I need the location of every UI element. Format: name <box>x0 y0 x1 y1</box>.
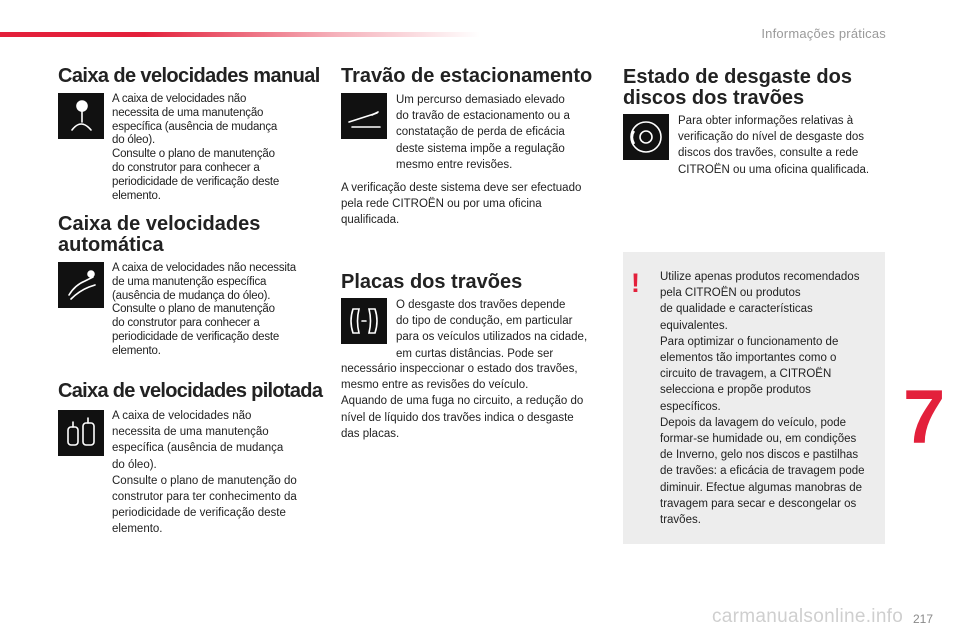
text-line: travagem para secar e descongelar os <box>660 497 857 510</box>
watermark: carmanualsonline.info <box>712 606 904 627</box>
text-line: mesmo entre revisões. <box>396 158 513 171</box>
text-line: Consulte o plano de manutenção do <box>112 474 297 487</box>
brake-pads-icon <box>341 298 387 344</box>
text-line: verificação do nível de desgaste dos <box>678 131 865 144</box>
text-line: diminuir. Efectue algumas manobras de <box>660 481 862 494</box>
text-line: específicos. <box>660 400 721 413</box>
text-line: periodicidade de verificação deste <box>112 330 280 343</box>
automatic-gearbox-heading <box>58 214 260 256</box>
chapter-number: 7 <box>903 375 946 460</box>
text-line: mesmo entre as revisões do veículo. <box>341 379 529 392</box>
text-line: Consulte o plano de manutenção <box>112 148 275 161</box>
text-line: construtor para ter conhecimento da <box>112 491 297 504</box>
page-number: 217 <box>913 612 934 626</box>
top-accent-bar <box>0 32 480 37</box>
text-line: Utilize apenas produtos recomendados <box>660 271 860 283</box>
text-line: Um percurso demasiado elevado <box>396 94 565 106</box>
brake-discs-heading <box>623 67 852 109</box>
warning-icon: ! <box>631 268 640 298</box>
text-line: deste sistema impõe a regulação <box>396 142 565 155</box>
text-line: específica (ausência de mudança <box>112 442 284 455</box>
text-line: (ausência de mudança do óleo). <box>112 289 271 302</box>
text-line: A caixa de velocidades não <box>112 93 247 105</box>
text-line: do tipo de condução, em particular <box>396 315 573 328</box>
text-line: selecciona e propõe produtos <box>660 384 811 397</box>
text-line: Depois da lavagem do veículo, pode <box>660 416 847 429</box>
text-line: do travão de estacionamento ou a <box>396 110 570 123</box>
text-line: equivalentes. <box>660 319 728 332</box>
section-header: Informações práticas <box>761 26 886 41</box>
manual-gear-lever-icon <box>58 93 104 139</box>
heading-line: Estado de desgaste dos <box>623 66 852 88</box>
text-line: das placas. <box>341 427 400 440</box>
text-line: periodicidade de verificação deste <box>112 175 280 188</box>
text-line: de qualidade e características <box>660 303 813 316</box>
brake-pads-heading: Placas dos travões <box>341 271 523 293</box>
text-line: pela CITROËN ou produtos <box>660 287 801 300</box>
piloted-gearbox-icon <box>58 410 104 456</box>
text-line: Aquando de uma fuga no circuito, a redução do <box>341 395 584 408</box>
text-line: elemento. <box>112 344 161 357</box>
text-line: travões. <box>660 514 701 527</box>
text-line: constatação de perda de eficácia <box>396 126 565 139</box>
text-line: pela rede CITROËN ou por uma oficina <box>341 198 542 211</box>
piloted-gearbox-heading: Caixa de velocidades pilotada <box>58 380 323 402</box>
text-line: qualificada. <box>341 214 400 227</box>
automatic-gearbox-text <box>112 262 317 359</box>
text-line: A caixa de velocidades não <box>112 410 252 422</box>
text-line: A caixa de velocidades não necessita <box>112 262 296 274</box>
text-line: periodicidade de verificação deste <box>112 507 286 520</box>
parking-brake-check-text <box>341 180 611 229</box>
text-line: formar-se humidade ou, em condições <box>660 433 857 446</box>
brake-pads-text <box>396 297 611 362</box>
text-line: discos dos travões, consulte a rede <box>678 147 859 160</box>
parking-brake-heading: Travão de estacionamento <box>341 65 593 87</box>
text-line: nível de líquido dos travões indica o desgaste <box>341 411 574 424</box>
text-line: circuito de travagem, a CITROËN <box>660 368 832 381</box>
text-line: do construtor para conhecer a <box>112 317 260 330</box>
text-line: CITROËN ou uma oficina qualificada. <box>678 163 870 176</box>
text-line: A verificação deste sistema deve ser efectuado <box>341 182 582 194</box>
heading-line: automática <box>58 234 164 256</box>
text-line: necessita de uma manutenção <box>112 426 269 439</box>
heading-line: discos dos travões <box>623 87 805 109</box>
text-line: em curtas distâncias. Pode ser <box>396 347 554 360</box>
text-line: específica (ausência de mudança <box>112 120 278 133</box>
text-line: Consulte o plano de manutenção <box>112 303 275 316</box>
heading-line: Caixa de velocidades <box>58 213 261 235</box>
brake-pads-continued-text <box>341 361 616 442</box>
text-line: necessário inspeccionar o estado dos travões, <box>341 363 578 375</box>
text-line: de uma manutenção específica <box>112 275 267 288</box>
text-line: elementos tão importantes como o <box>660 352 837 365</box>
text-line: de Inverno, gelo nos discos e pastilhas <box>660 449 859 462</box>
text-line: do óleo). <box>112 134 155 147</box>
text-line: de travões: a eficácia de travagem pode <box>660 465 865 478</box>
manual-gearbox-heading: Caixa de velocidades manual <box>58 65 320 87</box>
text-line: Para optimizar o funcionamento de <box>660 335 839 348</box>
text-line: do óleo). <box>112 458 157 471</box>
warning-note-text <box>660 269 885 528</box>
piloted-gearbox-text <box>112 408 317 538</box>
text-line: para os veículos utilizados na cidade, <box>396 331 588 344</box>
text-line: Para obter informações relativas à <box>678 115 854 127</box>
automatic-gear-selector-icon <box>58 262 104 308</box>
text-line: elemento. <box>112 523 163 536</box>
manual-gearbox-text <box>112 93 312 203</box>
text-line: O desgaste dos travões depende <box>396 299 566 311</box>
brake-discs-text <box>678 113 893 178</box>
parking-brake-lever-icon <box>341 93 387 139</box>
parking-brake-text <box>396 92 611 173</box>
brake-disc-icon <box>623 114 669 160</box>
text-line: necessita de uma manutenção <box>112 106 264 119</box>
text-line: elemento. <box>112 189 161 202</box>
text-line: do construtor para conhecer a <box>112 161 260 174</box>
